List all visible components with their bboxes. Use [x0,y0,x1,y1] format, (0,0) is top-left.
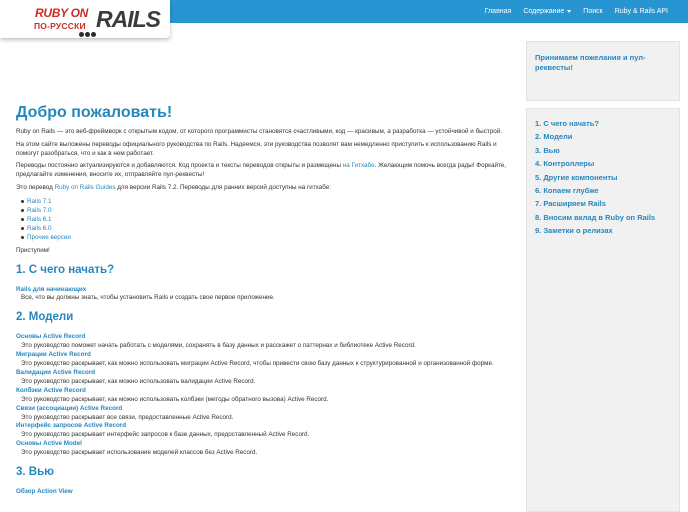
start-text: Приступим! [16,246,50,254]
version-link[interactable]: Rails 6.0 [27,224,512,233]
guide-link[interactable]: Колбэки Active Record [16,386,86,394]
intro-paragraph: На этом сайте выложены переводы официального руководства по Rails. Надеемся, эти руководства позволят вам немедленно приступить к использованию Rails и помогут разобраться, что и как в нем работает. [16,140,497,157]
version-paragraph: Это перевод Ruby on Rails Guides для версии Rails 7.2. Переводы для ранних версий доступны на гитхабе: [16,183,332,191]
guide-description: Все, что вы должны знать, чтобы установить Rails и создать свое первое приложение. [21,294,275,302]
guide-link[interactable]: Обзор Action View [16,488,73,496]
logo-subtitle: ПО-РУССКИ [34,21,86,31]
toc-item[interactable]: 6. Копаем глубже [535,186,599,196]
version-link[interactable]: Прочие версии [27,233,512,242]
versions-list [27,197,512,242]
guide-description: Это руководство раскрывает использование моделей классов без Active Record. [21,449,258,457]
pull-request-text[interactable]: Принимаем пожелания и пул-реквесты! [535,53,646,72]
pull-request-box [526,41,680,101]
guide-link[interactable]: Rails для начинающих [16,285,87,293]
guide-link[interactable]: Связи (ассоциации) Active Record [16,404,123,412]
toc-item[interactable]: 7. Расширяем Rails [535,199,606,209]
version-link[interactable]: Rails 6.1 [27,215,512,224]
nav-api[interactable]: Ruby & Rails API [614,8,668,15]
guide-description: Это руководство раскрывает интерфейс запросов к базе данных, предоставленный Active Record. [21,431,310,439]
guide-link[interactable]: Миграции Active Record [16,351,91,359]
caret-down-icon [567,10,571,13]
main-nav [485,0,668,23]
guide-description: Это руководство поможет начать работать с моделями, сохранять в базу данных и расскажет о паттернах и библиотеке Active Record. [21,342,416,350]
version-link[interactable]: Rails 7.0 [27,206,512,215]
nav-contents-label: Содержание [523,8,565,15]
logo-ruby-on-text: RUBY ON [35,6,89,20]
nav-search[interactable]: Поиск [583,8,603,15]
guide-description: Это руководство раскрывает, как можно использовать колбэки (методы обратного вызова) Active Record. [21,395,329,403]
toc-item[interactable]: 2. Модели [535,132,573,142]
guide-link[interactable]: Интерфейс запросов Active Record [16,422,127,430]
guide-link[interactable]: Основы Active Model [16,440,82,448]
nav-home[interactable]: Главная [484,8,512,15]
toc-item[interactable]: 3. Вью [535,145,560,155]
section-title: 2. Модели [16,311,74,324]
guide-description: Это руководство раскрывает все связи, предоставленные Active Record. [21,413,234,421]
section-title: 1. С чего начать? [16,263,115,276]
toc-item[interactable]: 4. Контроллеры [535,159,595,169]
toc-item[interactable]: 9. Заметки о релизах [535,226,613,236]
rails-guides-link[interactable]: Ruby on Rails Guides [54,183,116,191]
github-link[interactable]: на Гитхабе [342,162,375,170]
contribute-paragraph: Переводы постоянно актуализируются и добавляются. Код проекта и тексты переводов открыты и размещены на Гитхабе. Желающим помочь всегда рады! Форкайте, предлагайте изменения, вносите их, отправляйте пул-реквесты! [16,162,507,179]
main-content [16,104,512,497]
version-link[interactable]: Rails 7.1 [27,197,512,206]
guide-link[interactable]: Основы Active Record [16,333,86,341]
toc-item[interactable]: 8. Вносим вклад в Ruby on Rails [535,212,656,222]
logo-dots-icon [79,24,97,42]
site-logo[interactable] [0,0,170,38]
sidebar-toc [526,108,680,512]
toc-list [535,117,671,238]
guide-description: Это руководство раскрывает, как можно использовать миграции Active Record, чтобы привести свою базу данных к структурированной и организованной форме. [21,360,494,368]
toc-item[interactable]: 5. Другие компоненты [535,172,618,182]
nav-contents[interactable] [523,8,571,15]
section-title: 3. Вью [16,466,54,479]
intro-paragraph: Ruby on Rails — это веб-фреймворк с открытым кодом, от которого программисты становятся счастливыми, код — красивым, а разработка — устойчивой и быстрой. [16,128,502,135]
guide-link[interactable]: Валидации Active Record [16,369,96,377]
logo-rails-text: RAILS [96,6,160,32]
page-title: Добро пожаловать! [16,104,173,121]
guide-description: Это руководство раскрывает, как можно использовать валидации Active Record. [21,377,256,385]
toc-item[interactable]: 1. С чего начать? [535,119,599,128]
